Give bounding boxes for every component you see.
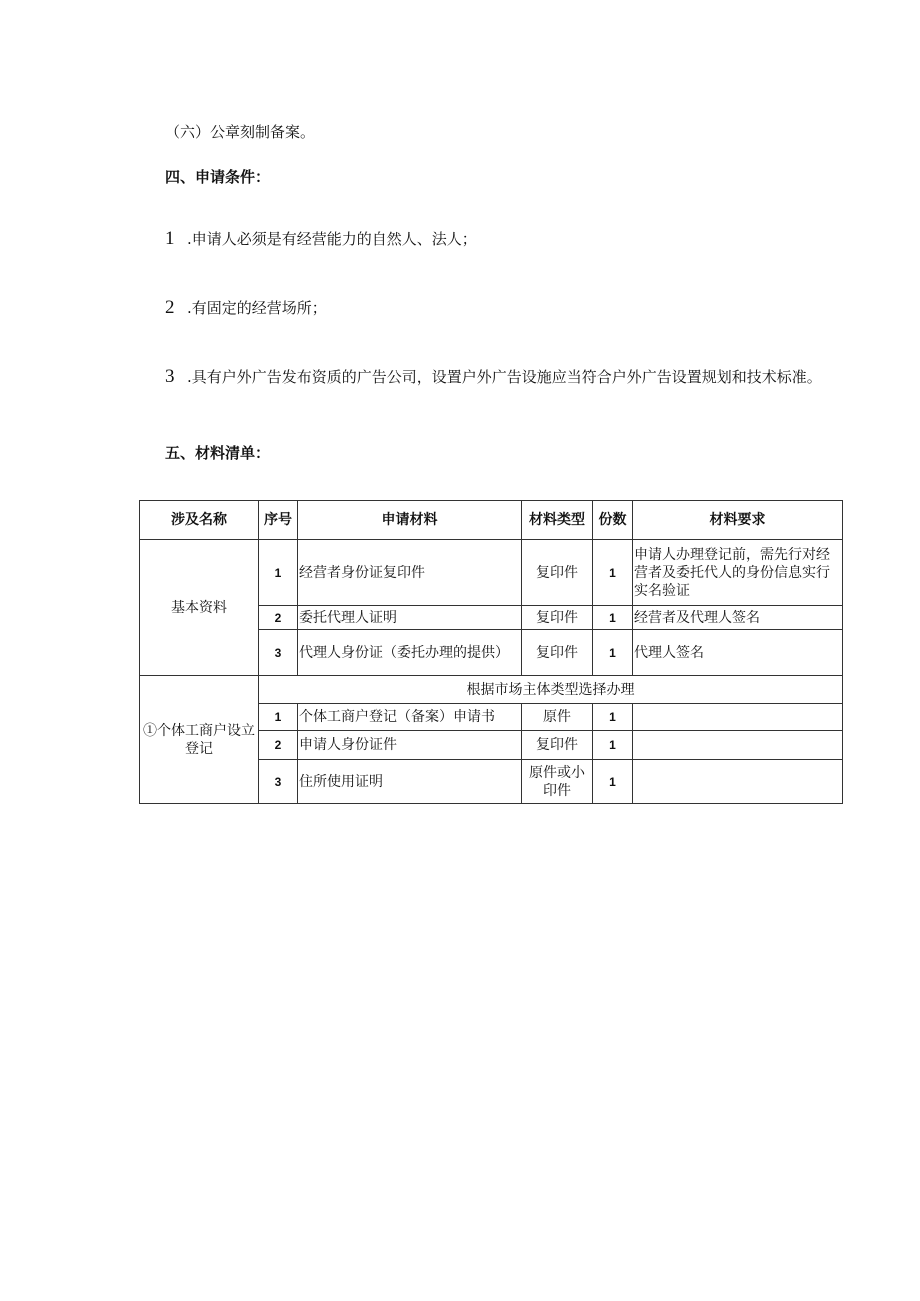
row-requirement: 经营者及代理人签名: [633, 606, 843, 630]
condition-num: 3: [165, 366, 175, 387]
header-name: 涉及名称: [140, 501, 259, 540]
row-seq: 1: [259, 540, 298, 606]
header-type: 材料类型: [522, 501, 593, 540]
row-type: 原件: [522, 704, 593, 731]
row-material: 申请人身份证件: [298, 731, 522, 760]
row-material: 住所使用证明: [298, 760, 522, 804]
row-material: 经营者身份证复印件: [298, 540, 522, 606]
row-material: 委托代理人证明: [298, 606, 522, 630]
table-note-row: [140, 676, 843, 704]
row-count: 1: [593, 704, 633, 731]
condition-text: .申请人必须是有经营能力的自然人、法人；: [187, 230, 477, 248]
header-requirement: 材料要求: [633, 501, 843, 540]
row-type: 复印件: [522, 731, 593, 760]
section5-heading: 五、材料清单：: [165, 444, 271, 462]
row-type: 复印件: [522, 540, 593, 606]
row-requirement: 申请人办理登记前，需先行对经营者及委托代人的身份信息实行实名验证: [633, 540, 843, 606]
row-requirement: [633, 760, 843, 804]
table-row: [140, 540, 843, 606]
section4-heading: 四、申请条件：: [165, 168, 271, 186]
header-material: 申请材料: [298, 501, 522, 540]
group-name: ①个体工商户设立登记: [140, 676, 259, 804]
row-count: 1: [593, 630, 633, 676]
row-seq: 1: [259, 704, 298, 731]
group-name: 基本资料: [140, 540, 259, 676]
condition-item-1: [165, 228, 477, 250]
row-type: 原件或小印件: [522, 760, 593, 804]
table-header-row: [140, 501, 843, 540]
row-seq: 3: [259, 760, 298, 804]
row-requirement: [633, 731, 843, 760]
materials-table: [139, 500, 843, 804]
condition-item-3: [165, 366, 822, 388]
intro-line: （六）公章刻制备案。: [165, 123, 316, 141]
row-material: 个体工商户登记（备案）申请书: [298, 704, 522, 731]
row-count: 1: [593, 606, 633, 630]
row-seq: 3: [259, 630, 298, 676]
row-requirement: [633, 704, 843, 731]
row-count: 1: [593, 760, 633, 804]
header-seq: 序号: [259, 501, 298, 540]
row-type: 复印件: [522, 630, 593, 676]
condition-num: 1: [165, 228, 175, 249]
condition-text: .有固定的经营场所；: [187, 299, 327, 317]
condition-num: 2: [165, 297, 175, 318]
group-note: 根据市场主体类型选择办理: [259, 676, 843, 704]
condition-item-2: [165, 297, 327, 319]
row-requirement: 代理人签名: [633, 630, 843, 676]
condition-text: .具有户外广告发布资质的广告公司，设置户外广告设施应当符合户外广告设置规划和技术标准。: [187, 368, 822, 386]
row-count: 1: [593, 540, 633, 606]
row-count: 1: [593, 731, 633, 760]
row-seq: 2: [259, 606, 298, 630]
row-material: 代理人身份证（委托办理的提供）: [298, 630, 522, 676]
row-type: 复印件: [522, 606, 593, 630]
row-seq: 2: [259, 731, 298, 760]
header-count: 份数: [593, 501, 633, 540]
